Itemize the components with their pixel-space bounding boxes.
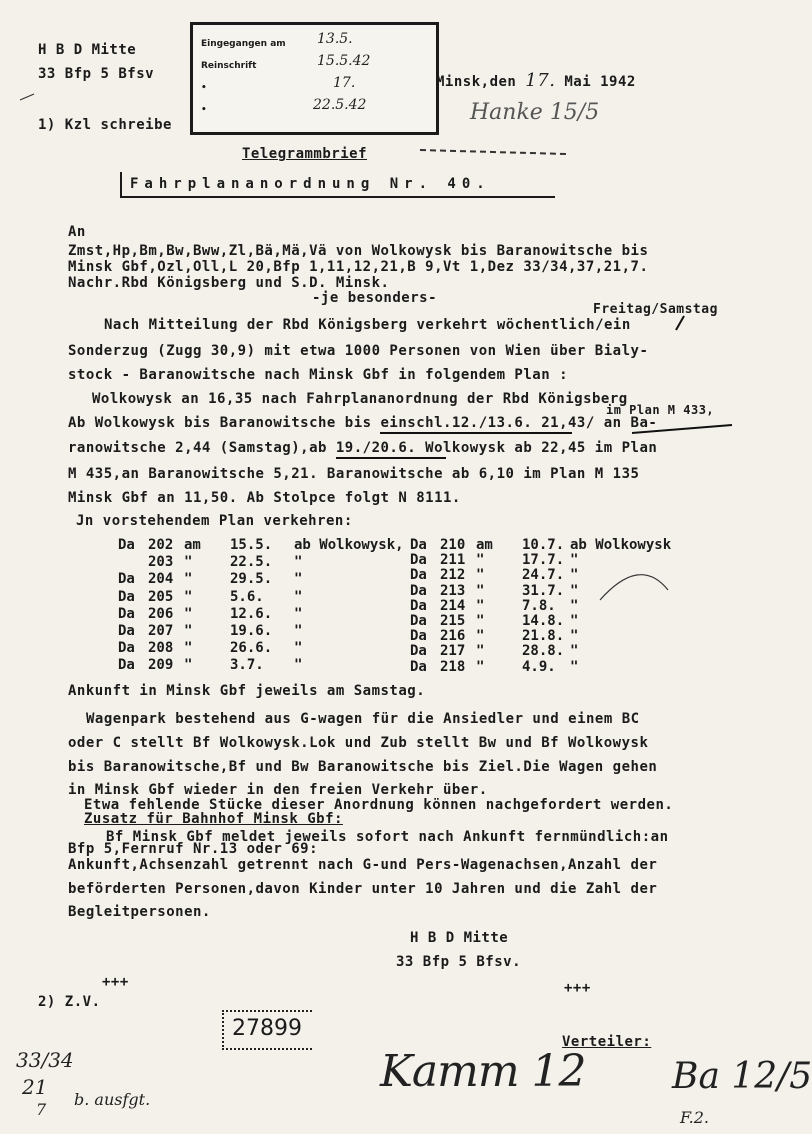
schedule-cell-da: Da — [410, 658, 427, 675]
schedule-cell-nr: 216 — [440, 628, 466, 645]
para3-line2: oder C stellt Bf Wolkowysk.Lok und Zub stellt Bw und Bf Wolkowysk — [68, 735, 649, 751]
schedule-cell-am: " — [184, 588, 193, 605]
to-label: An — [68, 224, 86, 240]
schedule-cell-date: 19.6. — [230, 623, 273, 639]
schedule-cell-nr: 207 — [148, 623, 174, 639]
schedule-cell-nr: 215 — [440, 613, 466, 629]
schedule-cell-am: " — [184, 640, 193, 657]
schedule-cell-am: " — [476, 613, 485, 629]
recipients-3: Nachr.Rbd Königsberg und S.D. Minsk. — [68, 275, 390, 291]
recipients-1: Zmst,Hp,Bm,Bw,Bww,Zl,Bä,Mä,Vä von Wolkowysk bis Baranowitsche bis — [68, 243, 649, 259]
stamp-hand-3: 17. — [333, 75, 356, 91]
initials-sub: F.2. — [680, 1108, 709, 1127]
plan-intro: Jn vorstehendem Plan verkehren: — [76, 513, 353, 529]
margin-hand-2: 21 — [22, 1075, 48, 1099]
ankunft-line: Ankunft in Minsk Gbf jeweils am Samstag. — [68, 683, 426, 699]
schedule-cell-da: Da — [118, 640, 135, 657]
para1-line2: Sonderzug (Zugg 30,9) mit etwa 1000 Personen von Wien über Bialy- — [68, 343, 649, 359]
pencil-arc — [600, 575, 668, 600]
recipients-2: Minsk Gbf,Ozl,Oll,L 20,Bfp 1,11,12,21,B 9,Vt 1,Dez 33/34,37,21,7. — [68, 259, 649, 275]
schedule-cell-ab: " — [570, 628, 579, 645]
initials: Ba 12/5 — [672, 1056, 812, 1097]
schedule-cell-date: 3.7. — [230, 657, 264, 674]
stamp-number: 27899 — [232, 1016, 302, 1041]
schedule-cell-nr: 203 — [148, 554, 174, 571]
schedule-cell-da: Da — [410, 613, 427, 629]
schedule-cell-nr: 212 — [440, 567, 466, 584]
stamp-hand-2: 15.5.42 — [317, 53, 371, 69]
plus-marks-left: +++ — [102, 974, 129, 990]
schedule-cell-ab: " — [294, 657, 303, 674]
schedule-cell-ab: ab Wolkowysk — [570, 537, 672, 553]
schedule-cell-am: " — [476, 567, 485, 584]
schedule-cell-am: " — [184, 605, 193, 622]
schedule-cell-nr: 218 — [440, 658, 466, 675]
signature-bottom: Kamm 12 — [380, 1046, 586, 1097]
margin-hand-1: 33/34 — [16, 1048, 74, 1072]
stamp-label-fair-copy: Reinschrift — [201, 61, 257, 71]
para5-line2: Ankunft,Achsenzahl getrennt nach G-und Pers-Wagenachsen,Anzahl der — [68, 857, 658, 873]
schedule-cell-ab: " — [294, 588, 303, 605]
schedule-cell-ab: ab Wolkowysk, — [294, 537, 404, 553]
telegram-label: Telegrammbrief — [242, 146, 368, 162]
item-2: 2) Z.V. — [38, 994, 101, 1010]
schedule-cell-ab: " — [294, 623, 303, 639]
stamp-label-received: Eingegangen am — [201, 39, 286, 49]
para5-line4: Begleitpersonen. — [68, 904, 211, 920]
schedule-cell-am: " — [476, 597, 485, 614]
schedule-cell-am: " — [476, 552, 485, 569]
para2-insert: im Plan M 433, — [606, 403, 715, 417]
para3-line1: Wagenpark bestehend aus G-wagen für die Ansiedler und einem BC — [86, 711, 640, 727]
schedule-cell-da: Da — [118, 588, 135, 605]
schedule-cell-am: am — [184, 537, 201, 553]
insert-slash — [676, 316, 684, 330]
place-date: Minsk,den 17. Mai 1942 — [436, 70, 636, 91]
schedule-cell-da: Da — [118, 605, 135, 622]
schedule-cell-am: " — [476, 628, 485, 645]
schedule-cell-date: 31.7. — [522, 582, 565, 599]
schedule-cell-am: " — [184, 623, 193, 639]
schedule-cell-da: Da — [410, 643, 427, 660]
signature-top: Hanke 15/5 — [470, 100, 600, 125]
schedule-cell-ab: " — [570, 567, 579, 584]
schedule-cell-date: 17.7. — [522, 552, 565, 569]
sign-office: 33 Bfp 5 Bfsv. — [396, 954, 522, 970]
margin-hand-3: 7 — [36, 1100, 47, 1119]
para1-line3: stock - Baranowitsche nach Minsk Gbf in folgendem Plan : — [68, 367, 569, 383]
schedule-cell-da: Da — [410, 537, 427, 553]
org-line-1: H B D Mitte — [38, 42, 137, 58]
schedule-cell-da: Da — [118, 657, 135, 674]
schedule-cell-da: Da — [410, 567, 427, 584]
schedule-cell-nr: 214 — [440, 597, 466, 614]
schedule-cell-ab: " — [570, 582, 579, 599]
schedule-cell-nr: 210 — [440, 537, 466, 553]
scratch-mark — [20, 94, 34, 100]
schedule-cell-ab: " — [294, 640, 303, 657]
schedule-cell-am: " — [184, 554, 193, 571]
para3-line3: bis Baranowitsche,Bf und Bw Baranowitsche bis Ziel.Die Wagen gehen — [68, 759, 658, 775]
schedule-cell-date: 24.7. — [522, 567, 565, 584]
schedule-cell-am: " — [184, 571, 193, 588]
schedule-cell-da: Da — [118, 571, 135, 588]
para2-line3: ranowitsche 2,44 (Samstag),ab 19./20.6. Wolkowysk ab 22,45 im Plan — [68, 440, 658, 456]
schedule-cell-date: 14.8. — [522, 613, 565, 629]
schedule-cell-nr: 204 — [148, 571, 174, 588]
schedule-cell-da: Da — [118, 623, 135, 639]
schedule-cell-da: Da — [410, 597, 427, 614]
schedule-cell-date: 5.6. — [230, 588, 264, 605]
schedule-cell-am: " — [184, 657, 193, 674]
para2-line5: Minsk Gbf an 11,50. Ab Stolpce folgt N 8111. — [68, 490, 461, 506]
schedule-cell-ab: " — [294, 571, 303, 588]
schedule-cell-ab: " — [570, 643, 579, 660]
schedule-cell-ab: " — [294, 554, 303, 571]
schedule-cell-nr: 202 — [148, 537, 174, 553]
schedule-cell-da: Da — [410, 628, 427, 645]
stamp-hand-4: 22.5.42 — [313, 97, 367, 113]
schedule-cell-da: Da — [118, 537, 135, 553]
je-besonders: -je besonders- — [312, 290, 438, 306]
document-title: Fahrplananordnung Nr. 40. — [130, 176, 491, 192]
schedule-cell-date: 12.6. — [230, 605, 273, 622]
schedule-cell-ab: " — [570, 613, 579, 629]
plus-marks-right: +++ — [564, 980, 591, 996]
schedule-cell-ab: " — [294, 605, 303, 622]
schedule-cell-date: 26.6. — [230, 640, 273, 657]
received-stamp: Eingegangen am Reinschrift • • 13.5. 15.5.42 17. 22.5.42 — [190, 22, 439, 135]
para3-line4: in Minsk Gbf wieder in den freien Verkehr über. — [68, 782, 488, 798]
schedule-cell-da: Da — [410, 552, 427, 569]
schedule-cell-date: 7.8. — [522, 597, 556, 614]
schedule-cell-nr: 205 — [148, 588, 174, 605]
underline-an-ba — [632, 425, 732, 433]
insert-freitag-samstag: Freitag/Samstag — [593, 302, 718, 317]
schedule-cell-date: 29.5. — [230, 571, 273, 588]
para5-line3: beförderten Personen,davon Kinder unter 10 Jahren und die Zahl der — [68, 881, 658, 897]
verteiler-label: Verteiler: — [562, 1034, 652, 1050]
schedule-cell-date: 28.8. — [522, 643, 565, 660]
schedule-cell-date: 10.7. — [522, 537, 565, 553]
schedule-cell-date: 4.9. — [522, 658, 556, 675]
sign-org: H B D Mitte — [410, 930, 509, 946]
schedule-cell-am: " — [476, 643, 485, 660]
para5-overlay: Bfp 5,Fernruf Nr.13 oder 69: — [68, 841, 319, 857]
schedule-cell-ab: " — [570, 597, 579, 614]
margin-hand-4: b. ausfgt. — [74, 1090, 151, 1109]
schedule-cell-nr: 208 — [148, 640, 174, 657]
para5-heading: Zusatz für Bahnhof Minsk Gbf: — [84, 811, 343, 827]
schedule-cell-nr: 211 — [440, 552, 466, 569]
schedule-cell-am: " — [476, 582, 485, 599]
schedule-cell-date: 21.8. — [522, 628, 565, 645]
para2-line1: Wolkowysk an 16,35 nach Fahrplananordnung der Rbd Königsberg — [92, 391, 628, 407]
schedule-cell-date: 22.5. — [230, 554, 273, 571]
para2-line2: Ab Wolkowysk bis Baranowitsche bis einschl.12./13.6. 21,43/ an Ba- — [68, 415, 658, 431]
schedule-cell-nr: 209 — [148, 657, 174, 674]
stamp-hand-1: 13.5. — [317, 31, 353, 47]
schedule-cell-nr: 217 — [440, 643, 466, 660]
para1-line1: Nach Mitteilung der Rbd Königsberg verkehrt wöchentlich/ein — [104, 317, 631, 333]
org-line-2: 33 Bfp 5 Bfsv — [38, 66, 155, 82]
para5-line1: Bf Minsk Gbf meldet jeweils sofort nach Ankunft fernmündlich:an — [106, 829, 669, 845]
schedule-cell-am: am — [476, 537, 493, 553]
schedule-cell-ab: " — [570, 658, 579, 675]
schedule-cell-ab: " — [570, 552, 579, 569]
schedule-cell-date: 15.5. — [230, 537, 273, 553]
para2-line4: M 435,an Baranowitsche 5,21. Baranowitsche ab 6,10 im Plan M 135 — [68, 466, 640, 482]
schedule-cell-nr: 213 — [440, 582, 466, 599]
dash-line — [420, 150, 566, 154]
schedule-cell-da: Da — [410, 582, 427, 599]
item-1: 1) Kzl schreibe — [38, 117, 172, 133]
schedule-cell-am: " — [476, 658, 485, 675]
para4: Etwa fehlende Stücke dieser Anordnung können nachgefordert werden. — [84, 797, 674, 813]
schedule-cell-nr: 206 — [148, 605, 174, 622]
